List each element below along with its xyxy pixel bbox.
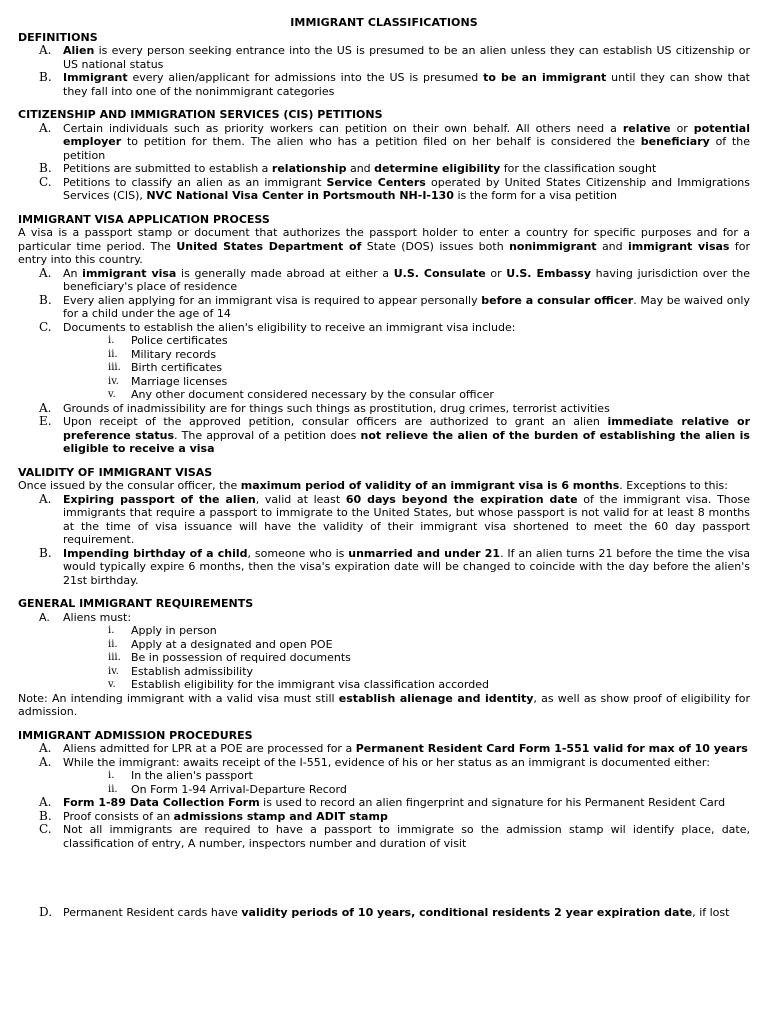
text-run: until they can show that they fall into one of the nonimmigrant categories <box>63 71 750 98</box>
text-run: of the petition <box>63 135 750 162</box>
section-spacing <box>18 203 750 213</box>
list-item-text <box>63 162 750 176</box>
text-run: Aliens must: <box>63 610 132 624</box>
text-run: , someone who is <box>247 546 349 560</box>
text-run: Upon receipt of the approved petition, consular officers are authorized to grant an alien <box>63 415 608 428</box>
sub-list-item <box>18 348 750 362</box>
sub-list-text: Any other document considered necessary by the consular officer <box>131 388 494 401</box>
section-intro-paragraph <box>18 226 750 267</box>
list-item-text <box>63 44 750 71</box>
text-run: While the immigrant: awaits receipt of the I-551, evidence of his or her status as an immigrant is documented either: <box>63 755 710 769</box>
list-item <box>18 162 750 176</box>
list-item <box>18 742 750 756</box>
sub-list-text: Apply at a designated and open POE <box>131 637 333 651</box>
text-run: having jurisdiction over the beneficiary's place of residence <box>63 266 750 293</box>
text-run: . The approval of a petition does <box>174 428 361 442</box>
blank-space <box>18 850 750 906</box>
list-item-marker: E. <box>39 414 52 428</box>
list-item-text <box>63 756 750 770</box>
list-item <box>18 810 750 824</box>
section-heading: IMMIGRANT ADMISSION PROCEDURES <box>18 728 253 742</box>
text-run: for entry into this country. <box>18 239 750 266</box>
text-run: Once issued by the consular officer, the <box>18 479 241 492</box>
bold-text-run: determine eligibility <box>374 162 501 175</box>
bold-text-run: to be an immigrant <box>483 71 607 84</box>
list-item <box>18 294 750 321</box>
bold-text-run: Service Centers <box>326 175 426 189</box>
bold-text-run: United States Department of <box>176 239 362 253</box>
bold-text-run: relative <box>622 121 671 135</box>
document-title: IMMIGRANT CLASSIFICATIONS <box>290 16 478 29</box>
section-spacing <box>18 587 750 597</box>
sub-list-item <box>18 361 750 375</box>
sub-list-text: Police certificates <box>131 334 228 347</box>
text-run: Aliens admitted for LPR at a POE are processed for a <box>63 742 356 755</box>
sub-list-marker: iii. <box>108 652 121 663</box>
list-item-text <box>63 122 750 163</box>
section-heading: GENERAL IMMIGRANT REQUIREMENTS <box>18 597 254 610</box>
list-item-marker: B. <box>39 292 52 307</box>
bold-text-run: Form 1-89 Data Collection Form <box>63 796 260 809</box>
section-spacing <box>18 719 750 729</box>
section-heading: VALIDITY OF IMMIGRANT VISAS <box>18 465 213 479</box>
list-item-text <box>63 176 750 203</box>
text-run: is every person seeking entrance into the US is presumed to be an alien unless they can establish US citizenship or US national status <box>63 44 750 71</box>
document-body <box>18 31 750 920</box>
list-item <box>18 44 750 71</box>
list-item-text <box>63 71 750 98</box>
list-item-text <box>63 810 750 824</box>
text-run: Proof consists of an <box>63 809 174 823</box>
list-item-text <box>63 906 750 920</box>
bold-text-run: Permanent Resident Card Form 1-551 valid for max of 10 years <box>355 742 748 755</box>
list-item-text <box>63 402 750 416</box>
bold-text-run: immigrant visas <box>628 239 730 253</box>
list-item <box>18 122 750 163</box>
bold-text-run: nonimmigrant <box>509 239 597 253</box>
list-item-text <box>63 547 750 588</box>
list-item-marker: A. <box>39 491 52 506</box>
bold-text-run: potential employer <box>63 121 750 148</box>
bold-text-run: admissions stamp and ADIT stamp <box>173 809 388 823</box>
sub-list-text: Establish eligibility for the immigrant visa classification accorded <box>131 678 489 691</box>
sub-list-marker: ii. <box>108 348 118 360</box>
list-item <box>18 796 750 810</box>
list-item <box>18 402 750 416</box>
sub-list-marker: v. <box>108 389 116 400</box>
sub-list-text: Establish admissibility <box>131 664 254 678</box>
sub-list-item <box>18 375 750 389</box>
list-item-marker: A. <box>39 120 52 135</box>
text-run: for the classification sought <box>500 162 657 175</box>
list-item-marker: A. <box>39 754 52 769</box>
sub-list-marker: i. <box>108 625 115 636</box>
list-item <box>18 321 750 335</box>
bold-text-run: Expiring passport of the alien <box>63 492 256 506</box>
text-run: . May be waived only for a child under the age of 14 <box>63 293 751 320</box>
text-run: of the immigrant visa. Those immigrants that require a passport to immigrate to the United States, but whose passport is not valid for at least 8 months at the time of visa issuance will have the validity of their immigrant visa shortened to meet the 60 day passport requirement. <box>63 492 750 546</box>
bold-text-run: 60 days beyond the expiration date <box>345 492 578 506</box>
list-item-text <box>63 796 750 810</box>
text-run: operated by United States Citizenship and Immigrations Services (CIS), <box>63 175 750 202</box>
text-run: An <box>63 266 83 280</box>
section-heading: CITIZENSHIP AND IMMIGRATION SERVICES (CIS) PETITIONS <box>18 108 383 121</box>
list-item-marker: A. <box>39 265 52 280</box>
text-run: . If an alien turns 21 before the time the visa would typically expire 6 months, then the visa's expiration date will be changed to coincide with the day before the alien's 21st birthday. <box>63 546 750 587</box>
text-run: to petition for them. The alien who has a petition filed on her behalf is considered the <box>121 135 641 148</box>
document-section <box>18 456 750 588</box>
sub-list-marker: i. <box>108 335 115 346</box>
text-run: , if lost <box>692 906 730 919</box>
list-item-marker: A. <box>39 400 52 415</box>
list-item-marker: D. <box>39 905 53 919</box>
sub-list-text: Be in possession of required documents <box>131 651 351 664</box>
sub-list-text: In the alien's passport <box>131 769 253 782</box>
text-run: every alien/applicant for admissions into the US is presumed <box>127 71 484 84</box>
sub-list-text: On Form 1-94 Arrival-Departure Record <box>131 782 347 796</box>
sub-list-marker: iii. <box>108 362 121 373</box>
sub-list-item <box>18 651 750 665</box>
list-item-marker: B. <box>39 161 52 175</box>
document-section <box>18 587 750 719</box>
sub-list-item <box>18 783 750 797</box>
bold-text-run: immediate relative or preference status <box>63 415 750 442</box>
bold-text-run: beneficiary <box>640 135 710 148</box>
section-intro-paragraph <box>18 479 750 493</box>
bold-text-run: before a consular officer <box>481 293 634 307</box>
bold-text-run: Alien <box>63 44 95 57</box>
text-run: Petitions to classify an alien as an immigrant <box>63 175 327 189</box>
text-run: Permanent Resident cards have <box>63 906 242 919</box>
list-item-marker: C. <box>39 319 52 334</box>
text-run: or <box>670 121 694 135</box>
bold-text-run: NVC National Visa Center in Portsmouth NH-I-130 <box>146 189 454 202</box>
bold-text-run: establish alienage and identity <box>338 691 534 705</box>
sub-list-item <box>18 665 750 679</box>
list-item-text <box>63 321 750 335</box>
sub-list-text: Apply in person <box>131 624 217 637</box>
bold-text-run: validity periods of 10 years, conditional residents 2 year expiration date <box>241 906 693 919</box>
sub-list-marker: iv. <box>108 375 119 387</box>
bold-text-run: immigrant visa <box>82 266 177 280</box>
section-heading: DEFINITIONS <box>18 30 98 44</box>
bold-text-run: not relieve the alien of the burden of establishing the alien is eligible to receive a visa <box>63 428 750 455</box>
sub-list-item <box>18 334 750 348</box>
bold-text-run: unmarried and under 21 <box>348 546 501 560</box>
section-heading: IMMIGRANT VISA APPLICATION PROCESS <box>18 212 270 226</box>
sub-list-marker: ii. <box>108 783 118 795</box>
list-item <box>18 756 750 770</box>
text-run: or <box>485 266 507 280</box>
list-item-marker: B. <box>39 70 52 84</box>
text-run: Every alien applying for an immigrant visa is required to appear personally <box>63 293 482 307</box>
list-item-text <box>63 267 750 294</box>
list-item <box>18 267 750 294</box>
sub-list-text: Military records <box>131 347 217 361</box>
sub-list-text: Marriage licenses <box>131 374 228 388</box>
list-item-marker: B. <box>39 545 52 560</box>
list-item-text <box>63 493 750 547</box>
sub-list-text: Birth certificates <box>131 361 223 374</box>
list-item-text <box>63 415 750 456</box>
document-section <box>18 98 750 203</box>
list-item-marker: A. <box>39 795 52 809</box>
list-item-text <box>63 742 750 756</box>
text-run: is used to record an alien fingerprint and signature for his Permanent Resident Card <box>259 796 726 809</box>
sub-list-item <box>18 678 750 692</box>
document-section <box>18 31 750 99</box>
list-item-marker: C. <box>39 174 52 189</box>
list-item <box>18 823 750 850</box>
sub-list-item <box>18 769 750 783</box>
list-item-marker: A. <box>39 741 52 755</box>
text-run: Note: An intending immigrant with a valid visa must still <box>18 691 339 705</box>
text-run: and <box>596 239 629 253</box>
list-item <box>18 611 750 625</box>
bold-text-run: Impending birthday of a child <box>63 546 248 560</box>
list-item <box>18 71 750 98</box>
list-item-marker: A. <box>39 610 50 624</box>
list-item-marker: B. <box>39 808 52 823</box>
section-note <box>18 692 750 719</box>
list-item-marker: A. <box>39 43 52 57</box>
list-item <box>18 493 750 547</box>
text-run: Not all immigrants are required to have a passport to immigrate so the admission stamp wil identify place, date, classification of entry, A number, inspectors number and duration of visit <box>63 823 750 850</box>
sub-list-marker: i. <box>108 770 115 781</box>
bold-text-run: Immigrant <box>63 71 128 84</box>
section-spacing <box>18 456 750 466</box>
sub-list-marker: ii. <box>108 638 118 650</box>
bold-text-run: relationship <box>271 162 347 175</box>
list-item <box>18 176 750 203</box>
sub-list-item <box>18 388 750 402</box>
sub-list-marker: iv. <box>108 665 119 677</box>
bold-text-run: maximum period of validity of an immigrant visa is 6 months <box>240 479 620 492</box>
document-section <box>18 203 750 456</box>
text-run: and <box>346 162 375 175</box>
text-run: is generally made abroad at either a <box>176 266 394 280</box>
text-run: State (DOS) issues both <box>361 239 510 253</box>
section-spacing <box>18 98 750 108</box>
text-run: Documents to establish the alien's eligibility to receive an immigrant visa include: <box>63 320 516 334</box>
sub-list-marker: v. <box>108 679 116 690</box>
text-run: Petitions are submitted to establish a <box>63 162 272 175</box>
list-item <box>18 415 750 456</box>
list-item-text <box>63 823 750 850</box>
text-run: Grounds of inadmissibility are for things such things as prostitution, drug crimes, terrorist activities <box>63 401 610 415</box>
bold-text-run: U.S. Consulate <box>393 266 486 280</box>
sub-list-item <box>18 624 750 638</box>
list-item <box>18 547 750 588</box>
document-section <box>18 719 750 920</box>
list-item-text <box>63 294 750 321</box>
list-item <box>18 906 750 920</box>
text-run: Certain individuals such as priority workers can petition on their own behalf. All others need a <box>63 121 623 135</box>
text-run: A visa is a passport stamp or document that authorizes the passport holder to enter a country for specific purposes and for a particular time period. The <box>18 226 750 253</box>
sub-list-item <box>18 638 750 652</box>
text-run: , as well as show proof of eligibility for admission. <box>18 691 750 718</box>
list-item-text <box>63 611 750 625</box>
text-run: is the form for a visa petition <box>453 189 618 202</box>
text-run: . Exceptions to this: <box>619 479 728 492</box>
bold-text-run: U.S. Embassy <box>506 266 592 280</box>
text-run: , valid at least <box>255 492 346 506</box>
list-item-marker: C. <box>39 822 52 836</box>
